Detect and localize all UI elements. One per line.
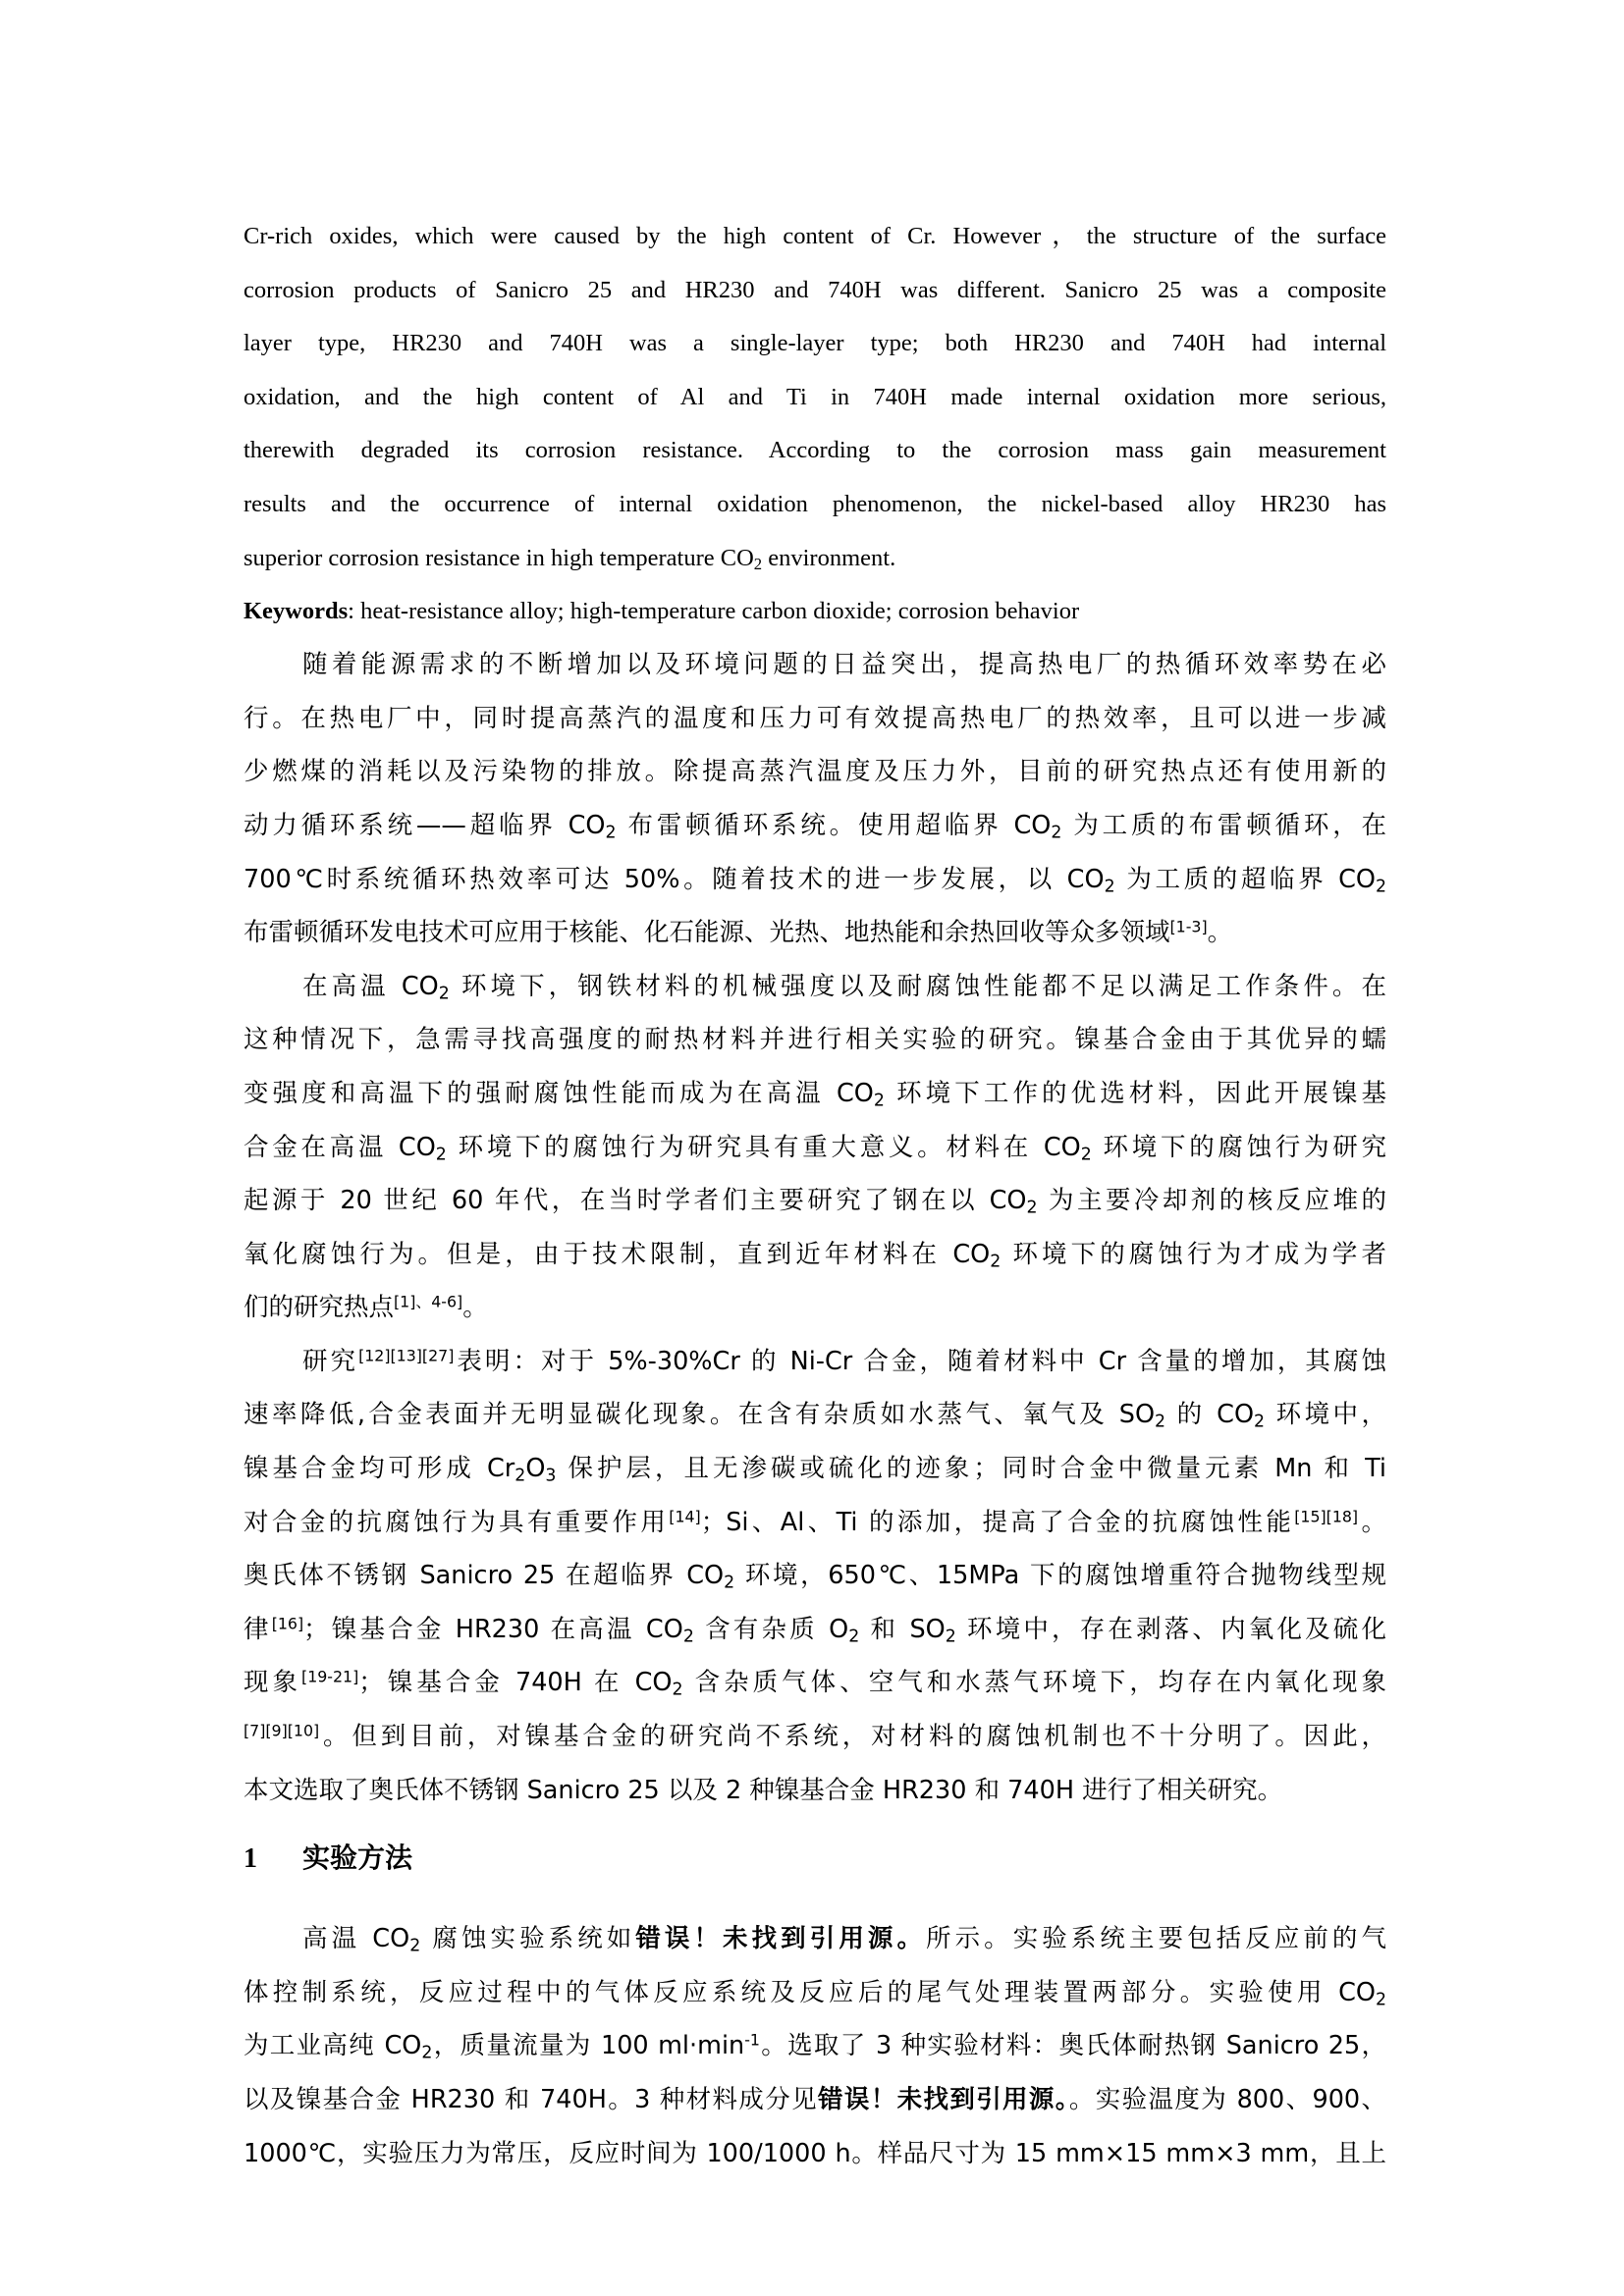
para-line: 体控制系统，反应过程中的气体反应系统及反应后的尾气处理装置两部分。实验使用 $CO_2$ <box>244 1977 1386 2010</box>
citation: [1-3] <box>1169 917 1208 936</box>
para-line: 合金在高温 $CO_2$ 环境下的腐蚀行为研究具有重大意义。材料在 $CO_2$ 环境下的腐蚀行为研究 <box>244 1132 1387 1164</box>
keywords <box>244 585 1386 638</box>
para-line: 变强度和高温下的强耐腐蚀性能而成为在高温 $CO_2$ 环境下工作的优选材料，因此开展镍基 <box>244 1078 1387 1111</box>
para-line: 少燃煤的消耗以及污染物的排放。除提高蒸汽温度及压力外，目前的研究热点还有使用新的 <box>244 757 1386 787</box>
text: superior corrosion resistance in high temperature CO <box>244 544 754 571</box>
abstract-line: Cr-rich oxides, which were caused by the high content of Cr. However，the structure of the surface <box>244 223 1386 249</box>
paragraph-1 <box>244 638 1386 960</box>
english-abstract <box>244 210 1386 585</box>
para-line: 速率降低,合金表面并无明显碳化现象。在含有杂质如水蒸气、氧气及 $SO_2$ 的 $CO_2$ 环境中， <box>244 1400 1387 1432</box>
para-line: 研究[12][13][27]表明：对于 5%-30%Cr 的 Ni-Cr 合金，随着材料中 Cr 含量的增加，其腐蚀 <box>302 1346 1386 1376</box>
para-line: 镍基合金均可形成 $Cr_2O_3$ 保护层，且无渗碳或硫化的迹象；同时合金中微量元素 Mn 和 Ti <box>244 1454 1386 1486</box>
para-line: [7][9][10]。但到目前，对镍基合金的研究尚不系统，对材料的腐蚀机制也不十分明了。因此， <box>244 1721 1386 1752</box>
reference-error: 错误！未找到引用源。 <box>818 2085 1069 2114</box>
section-number: 1 <box>244 1843 257 1875</box>
para-line: 起源于 20 世纪 60 年代，在当时学者们主要研究了钢在以 $CO_2$ 为主要冷却剂的核反应堆的 <box>244 1186 1386 1218</box>
subscript: 2 <box>753 554 763 573</box>
paragraph-3 <box>244 1335 1386 1817</box>
para-line: 1000℃，实验压力为常压，反应时间为 100/1000 h。样品尺寸为 15 mm×15 mm×3 mm，且上 <box>244 2138 1386 2168</box>
para-line: 本文选取了奥氏体不锈钢 Sanicro 25 以及 2 种镍基合金 HR230 和 740H 进行了相关研究。 <box>244 1775 1283 1805</box>
para-line: 奥氏体不锈钢 Sanicro 25 在超临界 $CO_2$ 环境，650℃、15MPa 下的腐蚀增重符合抛物线型规 <box>244 1561 1386 1593</box>
abstract-line <box>244 532 1386 586</box>
section-title: 实验方法 <box>302 1842 413 1875</box>
citation: 4-6] <box>431 1292 463 1311</box>
paragraph-2 <box>244 960 1386 1335</box>
para-line: 随着能源需求的不断增加以及环境问题的日益突出，提高热电厂的热循环效率势在必 <box>302 650 1386 680</box>
para-line: 氧化腐蚀行为。但是，由于技术限制，直到近年材料在 $CO_2$ 环境下的腐蚀行为才成为学者 <box>244 1239 1387 1272</box>
para-line: 对合金的抗腐蚀行为具有重要作用[14]；Si、Al、Ti 的添加，提高了合金的抗腐蚀性能[15][18]。 <box>244 1506 1386 1537</box>
paragraph-4 <box>244 1912 1386 2180</box>
para-line: 们的研究热点[1]、4-6]。 <box>244 1292 488 1323</box>
abstract-line: results and the occurrence of internal oxidation phenomenon, the nickel-based alloy HR230 has <box>244 490 1386 517</box>
keywords-text: : heat-resistance alloy; high-temperature carbon dioxide; corrosion behavior <box>348 598 1080 625</box>
para-line: 律[16]；镍基合金 HR230 在高温 $CO_2$ 含有杂质 $O_2$ 和 $SO_2$ 环境中，存在剥落、内氧化及硫化 <box>244 1614 1386 1647</box>
text: environment. <box>762 544 896 571</box>
citation: [16] <box>271 1614 304 1633</box>
keywords-label: Keywords <box>244 598 349 625</box>
para-line: 布雷顿循环发电技术可应用于核能、化石能源、光热、地热能和余热回收等众多领域[1-3]。 <box>244 917 1233 948</box>
para-line: 动力循环系统——超临界 $CO_2$ 布雷顿循环系统。使用超临界 $CO_2$ 为工质的布雷顿循环，在 <box>244 810 1387 843</box>
abstract-line: layer type, HR230 and 740H was a single-layer type; both HR230 and 740H had internal <box>244 330 1386 357</box>
abstract-line: therewith degraded its corrosion resistance. According to the corrosion mass gain measurement <box>244 437 1386 464</box>
citation: [14] <box>669 1506 701 1525</box>
section-heading <box>244 1839 1386 1879</box>
para-line: 这种情况下，急需寻找高强度的耐热材料并进行相关实验的研究。镍基合金由于其优异的蠕 <box>244 1025 1386 1055</box>
citation: [7][9][10] <box>244 1721 320 1740</box>
reference-error: 错误！未找到引用源。 <box>635 1924 927 1954</box>
citation: [19-21] <box>301 1667 359 1686</box>
para-line: 为工业高纯 $CO_2$，质量流量为 100 $ml\cdot\min^{-1}$。选取了 3 种实验材料：奥氏体耐热钢 Sanicro 25， <box>244 2030 1387 2063</box>
abstract-line: oxidation, and the high content of Al and Ti in 740H made internal oxidation more serious, <box>244 383 1386 410</box>
citation: [15][18] <box>1294 1506 1359 1525</box>
abstract-line: corrosion products of Sanicro 25 and HR230 and 740H was different. Sanicro 25 was a composite <box>244 276 1386 303</box>
para-line: 行。在热电厂中，同时提高蒸汽的温度和压力可有效提高热电厂的热效率，且可以进一步减 <box>244 703 1386 733</box>
para-line: 以及镍基合金 HR230 和 740H。3 种材料成分见错误！未找到引用源。。实验温度为 800、900、 <box>244 2085 1387 2114</box>
para-line: 在高温 $CO_2$ 环境下，钢铁材料的机械强度以及耐腐蚀性能都不足以满足工作条件。在 <box>302 971 1387 1004</box>
para-line: 700℃时系统循环热效率可达 50%。随着技术的进一步发展，以 $CO_2$ 为工质的超临界 $CO_2$ <box>244 864 1386 896</box>
para-line: 现象[19-21]；镍基合金 740H 在 $CO_2$ 含杂质气体、空气和水蒸气环境下，均存在内氧化现象 <box>244 1667 1386 1700</box>
citation: [12][13][27] <box>358 1346 455 1365</box>
para-line: 高温 $CO_2$ 腐蚀实验系统如错误！未找到引用源。所示。实验系统主要包括反应前的气 <box>302 1924 1386 1956</box>
page-content <box>244 210 1386 2180</box>
citation: [1] <box>394 1292 416 1311</box>
